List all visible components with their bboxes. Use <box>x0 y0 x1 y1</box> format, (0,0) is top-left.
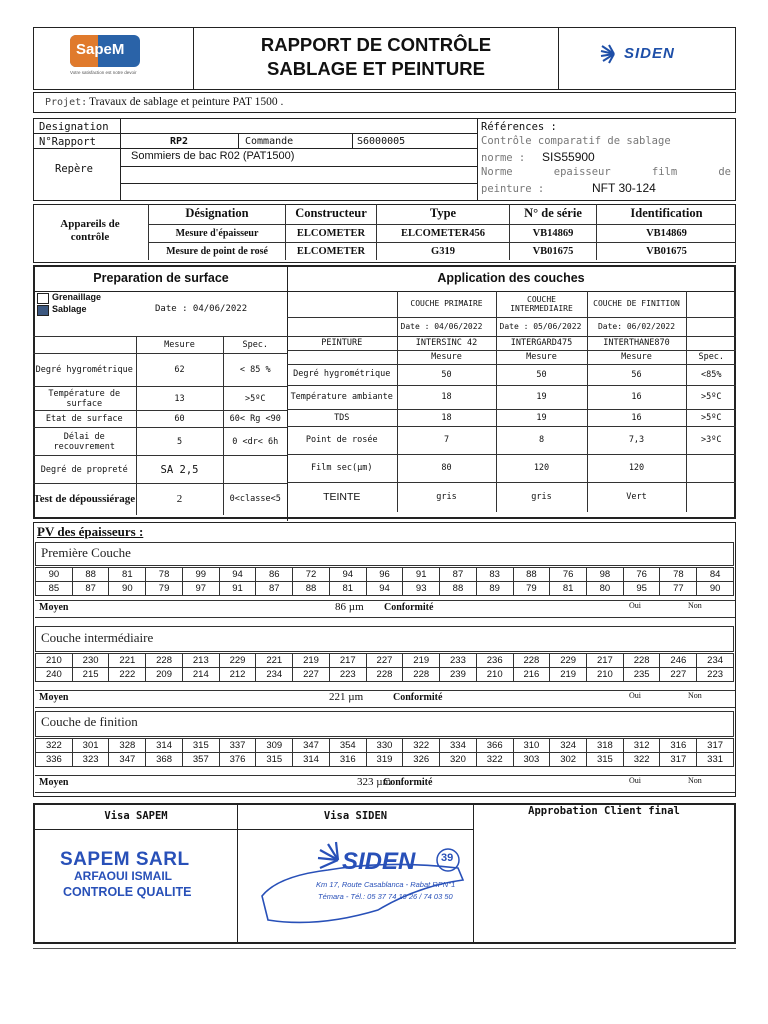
couche3-measure-cell: 324 <box>550 739 587 753</box>
couche3-measure-cell: 320 <box>440 753 477 767</box>
appareils-col-constructeur: Constructeur <box>286 204 377 224</box>
couche2-measure-cell: 213 <box>182 654 219 668</box>
couche2-measure-cell: 236 <box>476 654 513 668</box>
couche2-measure-cell: 233 <box>440 654 477 668</box>
couche3-measure-cell: 376 <box>219 753 256 767</box>
couche2-measure-cell: 221 <box>109 654 146 668</box>
header-divider-right <box>558 27 559 90</box>
couche3-measure-cell: 309 <box>256 739 293 753</box>
couche3-measure-cell: 322 <box>623 753 660 767</box>
prep-row-etat: Etat de surface <box>33 411 136 428</box>
appareils-col-designation: Désignation <box>149 204 286 224</box>
couche2-measure-cell: 228 <box>403 668 440 682</box>
app-row-tds: TDS <box>287 409 397 426</box>
siden-stamp: SIDEN 39 Km 17, Route Casablanca - Rabat RPN°1 Témara - Tél.: 05 37 74 19 26 / 74 03 50 <box>258 828 470 936</box>
couche2-measure-cell: 227 <box>293 668 330 682</box>
couche3-measure-cell: 368 <box>146 753 183 767</box>
appareils-col-type: Type <box>377 204 510 224</box>
couche2-measure-cell: 228 <box>366 668 403 682</box>
app-row-film: Film sec(µm) <box>287 454 397 482</box>
ref-line1: Contrôle comparatif de sablage <box>481 135 671 147</box>
couche2-measure-cell: 216 <box>513 668 550 682</box>
couche1-measure-cell: 72 <box>293 568 330 582</box>
couche2-measure-cell: 210 <box>36 654 73 668</box>
couche1-measure-cell: 88 <box>440 582 477 596</box>
couche3-measure-cell: 322 <box>36 739 73 753</box>
couche2-measure-cell: 219 <box>550 668 587 682</box>
couche3-measure-cell: 347 <box>293 739 330 753</box>
preparation-title: Preparation de surface <box>93 271 229 285</box>
couche1-title: Première Couche <box>41 545 131 560</box>
sablage-checkbox[interactable] <box>37 305 49 316</box>
couche1-measure-cell: 87 <box>256 582 293 596</box>
couche2-measure-cell: 228 <box>513 654 550 668</box>
couche1-measure-cell: 93 <box>403 582 440 596</box>
couche2-measure-cell: 214 <box>182 668 219 682</box>
couche2-moyen-value: 221 µm <box>329 691 364 703</box>
pv-title: PV des épaisseurs : <box>37 524 144 539</box>
couche3-measure-cell: 319 <box>366 753 403 767</box>
couche1-measure-cell: 86 <box>256 568 293 582</box>
couche1-moyen-row: Moyen 86 µm Conformité Oui Non <box>35 600 735 618</box>
sablage-label: Sablage <box>52 304 87 314</box>
appareils-col-serie: N° de série <box>510 204 597 224</box>
couche2-grid <box>35 653 734 682</box>
couche3-measure-cell: 318 <box>587 739 624 753</box>
couche1-measure-cell: 85 <box>36 582 73 596</box>
couche1-measure-cell: 78 <box>146 568 183 582</box>
couche1-grid <box>35 567 734 596</box>
couche2-measure-cell: 246 <box>660 654 697 668</box>
couche1-measure-cell: 77 <box>660 582 697 596</box>
couche2-measure-cell: 227 <box>366 654 403 668</box>
couche2-measure-cell: 219 <box>403 654 440 668</box>
application-title: Application des couches <box>437 271 585 285</box>
couche1-measure-cell: 94 <box>219 568 256 582</box>
couche3-measure-cell: 337 <box>219 739 256 753</box>
visa-siden-label: Visa SIDEN <box>323 810 388 822</box>
couche1-measure-cell: 94 <box>329 568 366 582</box>
couche2-measure-cell: 227 <box>660 668 697 682</box>
couche1-measure-cell: 84 <box>697 568 734 582</box>
couche2-measure-cell: 229 <box>219 654 256 668</box>
couche2-measure-cell: 221 <box>256 654 293 668</box>
ref-line3: Norme epaisseur film de <box>481 166 731 178</box>
couche1-measure-cell: 96 <box>366 568 403 582</box>
couche3-measure-cell: 301 <box>72 739 109 753</box>
designation-label: Designation <box>39 121 109 133</box>
appareils-table: Désignation Constructeur Type N° de série Identification Mesure d'épaisseur ELCOMETER ELCOMETER456 VB14869 VB14869 Mesure de point de rosé ELCOMETER G319 VB01675 VB01675 <box>148 204 736 260</box>
couche1-measure-cell: 91 <box>403 568 440 582</box>
sapem-logo: SapeM Votre satisfaction est notre devoir <box>70 35 144 79</box>
couche1-moyen-value: 86 µm <box>335 601 364 613</box>
couche2-measure-cell: 210 <box>476 668 513 682</box>
couche3-measure-cell: 322 <box>476 753 513 767</box>
couche3-measure-cell: 317 <box>660 753 697 767</box>
couche3-measure-cell: 303 <box>513 753 550 767</box>
couche3-measure-cell: 336 <box>36 753 73 767</box>
couche3-measure-cell: 314 <box>146 739 183 753</box>
couche3-moyen-value: 323 µm <box>357 776 392 788</box>
app-row-temp: Température ambiante <box>287 385 397 409</box>
couche1-measure-cell: 95 <box>623 582 660 596</box>
couche3-title: Couche de finition <box>41 714 138 729</box>
couche3-measure-cell: 334 <box>440 739 477 753</box>
couche2-measure-cell: 217 <box>587 654 624 668</box>
prep-row-hygro: Degré hygrométrique <box>33 354 136 387</box>
couche3-measure-cell: 310 <box>513 739 550 753</box>
commande-label: Commande <box>245 136 294 147</box>
sapem-stamp: SAPEM SARL ARFAOUI ISMAIL CONTROLE QUALITE <box>60 849 192 899</box>
ref-line4-label: peinture : <box>481 183 545 195</box>
client-approval-label: Approbation Client final <box>528 805 680 817</box>
appareils-col-identification: Identification <box>597 204 737 224</box>
couche1-measure-cell: 94 <box>366 582 403 596</box>
commande-value: S6000005 <box>357 136 406 147</box>
prep-date: Date : 04/06/2022 <box>155 304 248 314</box>
couche2-measure-cell: 229 <box>550 654 587 668</box>
couche1-measure-cell: 78 <box>660 568 697 582</box>
couche3-measure-cell: 331 <box>697 753 734 767</box>
prep-row-delai: Délai de recouvrement <box>33 428 136 456</box>
couche1-measure-cell: 79 <box>513 582 550 596</box>
couche2-measure-cell: 215 <box>72 668 109 682</box>
couche2-title: Couche intermédiaire <box>41 630 154 645</box>
couche2-measure-cell: 219 <box>293 654 330 668</box>
couche2-measure-cell: 240 <box>36 668 73 682</box>
couche3-measure-cell: 315 <box>587 753 624 767</box>
ref-line2-value: SIS55900 <box>542 150 595 164</box>
couche1-measure-cell: 76 <box>550 568 587 582</box>
couche3-measure-cell: 347 <box>109 753 146 767</box>
application-table: COUCHE PRIMAIRE COUCHE INTERMEDIAIRE COUCHE DE FINITION Date : 04/06/2022 Date : 05/06/2022 Date: 06/02/2022 PEINTURE INTERSINC 42 INTERGARD475 INTERTHANE870 Mesure Mesure Mesure Spec. Degré hygrométrique 50 50 56 <85% Température ambiante 18 19 16 >5ºC TDS 18 19 16 >5ºC Point de rosée 7 8 7,3 >3ºC Film sec(µm) 80 120 120 TEINTE gris gris Vert <box>287 291 736 512</box>
couche2-measure-cell: 234 <box>697 654 734 668</box>
couche3-measure-cell: 317 <box>697 739 734 753</box>
couche3-measure-cell: 316 <box>660 739 697 753</box>
page-title: RAPPORT DE CONTRÔLE SABLAGE ET PEINTURE <box>260 34 492 79</box>
couche3-measure-cell: 326 <box>403 753 440 767</box>
couche3-measure-cell: 323 <box>72 753 109 767</box>
grenaillage-checkbox[interactable] <box>37 293 49 304</box>
couche2-measure-cell: 228 <box>146 654 183 668</box>
couche3-measure-cell: 354 <box>329 739 366 753</box>
couche2-measure-cell: 235 <box>623 668 660 682</box>
couche3-grid <box>35 738 734 767</box>
couche3-measure-cell: 366 <box>476 739 513 753</box>
couche1-measure-cell: 76 <box>623 568 660 582</box>
couche3-measure-cell: 302 <box>550 753 587 767</box>
couche2-measure-cell: 212 <box>219 668 256 682</box>
couche1-measure-cell: 89 <box>476 582 513 596</box>
repere-value: Sommiers de bac R02 (PAT1500) <box>131 150 295 162</box>
app-row-hygro: Degré hygrométrique <box>287 364 397 385</box>
couche2-measure-cell: 239 <box>440 668 477 682</box>
app-row-rosee: Point de rosée <box>287 426 397 454</box>
couche3-measure-cell: 314 <box>293 753 330 767</box>
couche1-measure-cell: 88 <box>293 582 330 596</box>
couche2-measure-cell: 223 <box>697 668 734 682</box>
repere-label: Repère <box>55 163 93 175</box>
couche2-measure-cell: 223 <box>329 668 366 682</box>
appareil-row2-designation: Mesure de point de rosé <box>149 242 286 260</box>
couche1-measure-cell: 90 <box>36 568 73 582</box>
app-row-teinte: TEINTE <box>287 482 397 512</box>
couche2-measure-cell: 230 <box>72 654 109 668</box>
couche1-measure-cell: 97 <box>182 582 219 596</box>
couche3-measure-cell: 330 <box>366 739 403 753</box>
rapport-value: RP2 <box>170 136 189 147</box>
couche1-measure-cell: 81 <box>329 582 366 596</box>
couche2-measure-cell: 228 <box>623 654 660 668</box>
project-label: Projet: <box>45 97 88 108</box>
prep-row-proprete: Degré de propreté <box>33 456 136 484</box>
visa-sapem-label: Visa SAPEM <box>104 810 168 822</box>
ref-line4-value: NFT 30-124 <box>592 181 656 195</box>
preparation-table: Mesure Spec. Degré hygrométrique 62 < 85 % Température de surface 13 >5ºC Etat de surface 60 60< Rg <90 Délai de recouvrement 5 0 <dr< 6h Degré de propreté SA 2,5 Test de dépoussiérage 2 0<classe<5 <box>33 336 287 515</box>
appareil-row1-designation: Mesure d'épaisseur <box>149 224 286 242</box>
ref-line2-label: norme : <box>481 152 526 164</box>
couche3-measure-cell: 315 <box>182 739 219 753</box>
couche3-measure-cell: 357 <box>182 753 219 767</box>
couche1-measure-cell: 79 <box>146 582 183 596</box>
couche3-moyen-row: Moyen 323 µm Conformité Oui Non <box>35 775 735 793</box>
couche2-measure-cell: 210 <box>587 668 624 682</box>
couche2-moyen-row: Moyen 221 µm Conformité Oui Non <box>35 690 735 708</box>
couche2-measure-cell: 234 <box>256 668 293 682</box>
couche3-measure-cell: 322 <box>403 739 440 753</box>
couche1-measure-cell: 83 <box>476 568 513 582</box>
couche2-measure-cell: 209 <box>146 668 183 682</box>
references-label: Références : <box>481 121 557 133</box>
couche1-measure-cell: 99 <box>182 568 219 582</box>
couche1-measure-cell: 80 <box>587 582 624 596</box>
couche1-measure-cell: 87 <box>72 582 109 596</box>
rapport-label: N°Rapport <box>39 136 96 148</box>
couche1-measure-cell: 88 <box>72 568 109 582</box>
couche2-measure-cell: 217 <box>329 654 366 668</box>
prep-row-test: Test de dépoussiérage <box>33 484 136 515</box>
couche1-measure-cell: 90 <box>697 582 734 596</box>
couche3-measure-cell: 315 <box>256 753 293 767</box>
prep-row-temp: Température de surface <box>33 387 136 411</box>
project-value: Travaux de sablage et peinture PAT 1500 . <box>89 96 284 108</box>
couche1-measure-cell: 91 <box>219 582 256 596</box>
grenaillage-label: Grenaillage <box>52 292 102 302</box>
couche1-measure-cell: 98 <box>587 568 624 582</box>
couche3-measure-cell: 312 <box>623 739 660 753</box>
couche1-measure-cell: 87 <box>440 568 477 582</box>
couche1-measure-cell: 88 <box>513 568 550 582</box>
couche3-measure-cell: 328 <box>109 739 146 753</box>
appareils-label: Appareils de contrôle <box>60 218 120 243</box>
couche1-measure-cell: 81 <box>550 582 587 596</box>
couche3-measure-cell: 316 <box>329 753 366 767</box>
couche1-measure-cell: 90 <box>109 582 146 596</box>
siden-logo: SIDEN <box>600 44 710 64</box>
couche1-measure-cell: 81 <box>109 568 146 582</box>
couche2-measure-cell: 222 <box>109 668 146 682</box>
